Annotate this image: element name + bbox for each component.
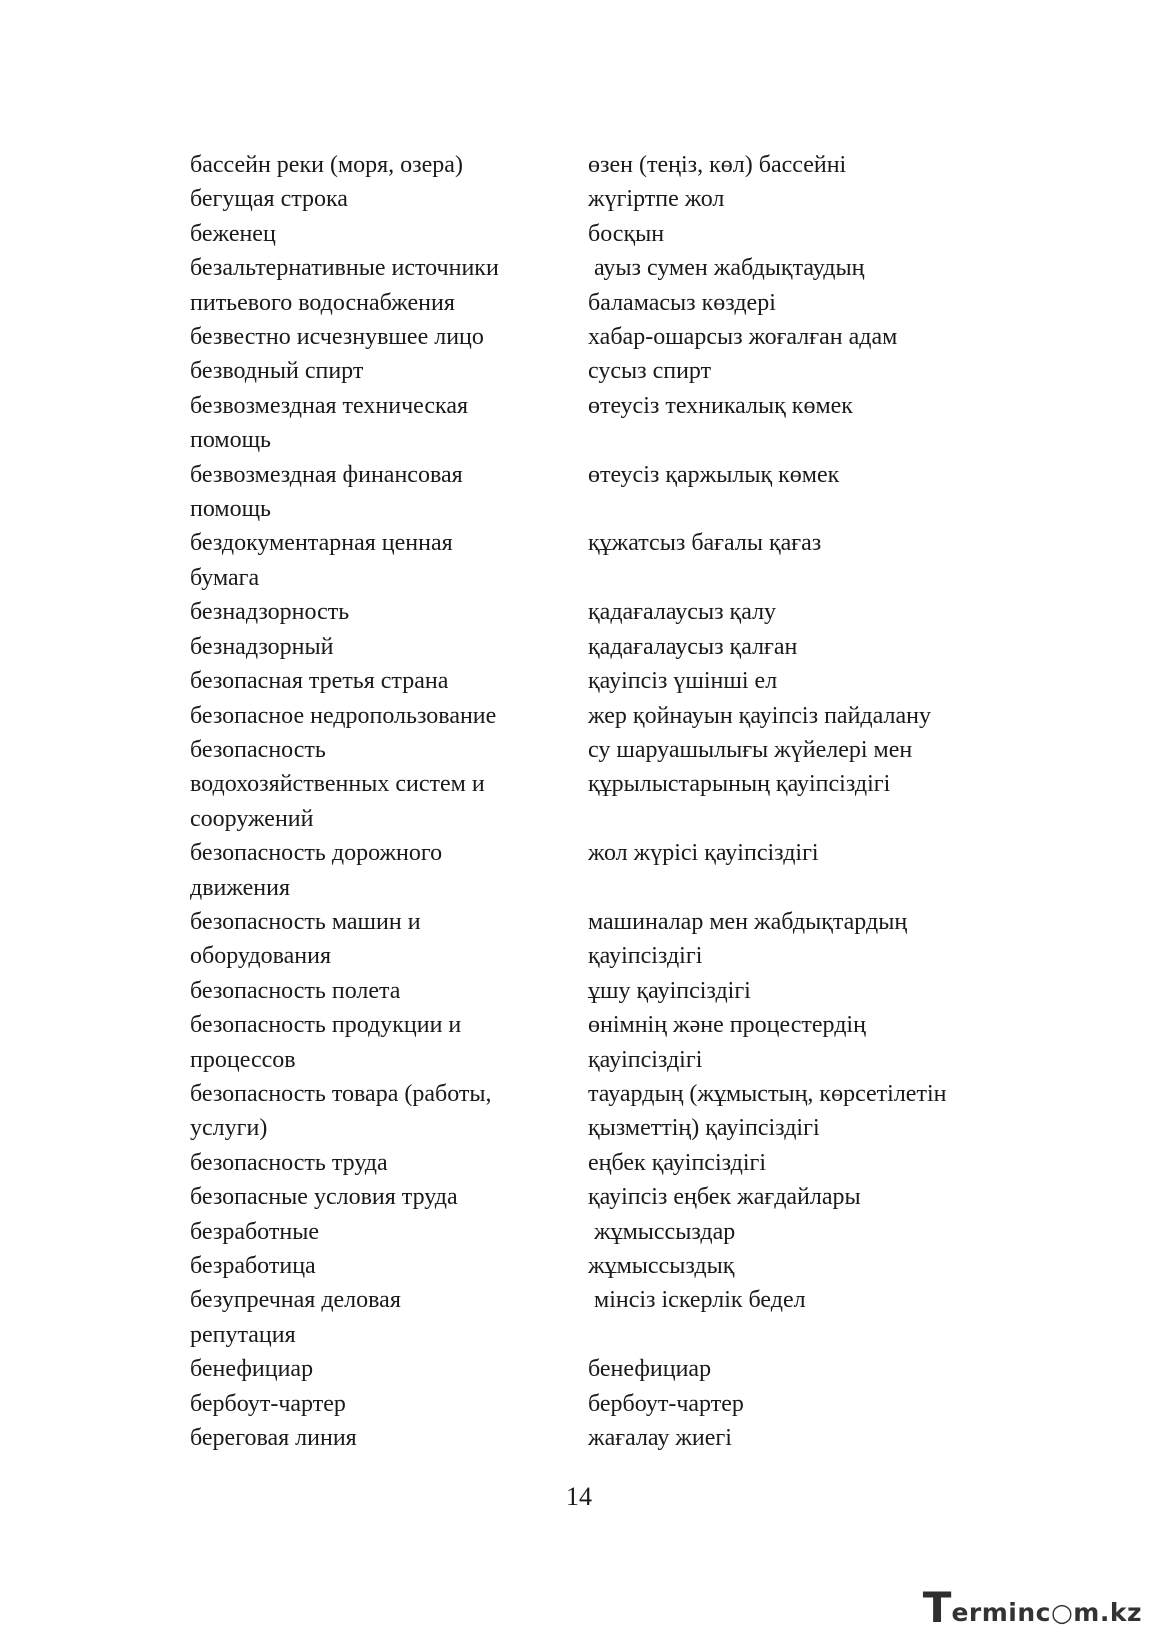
kazakh-term <box>588 664 1010 698</box>
russian-term-line: безработица <box>190 1253 316 1279</box>
russian-term-line: безводный спирт <box>190 358 364 385</box>
glossary-row <box>190 733 1010 836</box>
russian-term <box>190 320 588 354</box>
glossary-row <box>190 320 1010 354</box>
russian-term-line: питьевого водоснабжения <box>190 289 455 316</box>
kazakh-term-line: жол жүрісі қауіпсіздігі <box>588 840 819 867</box>
kazakh-term-line: өтеусіз қаржылық көмек <box>588 461 840 488</box>
kazakh-term-line: өтеусіз техникалық көмек <box>588 392 853 419</box>
russian-term <box>190 699 588 733</box>
russian-term <box>190 251 588 320</box>
kazakh-term <box>588 1421 1010 1455</box>
russian-term-line: процессов <box>190 1046 296 1073</box>
kazakh-term-line: қауіпсіздігі <box>588 1046 703 1073</box>
russian-term <box>190 664 588 698</box>
glossary-row <box>190 148 1010 182</box>
russian-term-line: бездокументарная ценная <box>190 530 453 557</box>
russian-term-line: безальтернативные источники <box>190 255 499 282</box>
russian-term-line: бассейн реки (моря, озера) <box>190 152 463 178</box>
russian-term-line: безопасность труда <box>190 1149 388 1176</box>
russian-term-line: движения <box>190 874 291 901</box>
russian-term-line: безнадзорный <box>190 633 334 660</box>
russian-term <box>190 354 588 388</box>
kazakh-term-line: жұмыссыздық <box>588 1253 735 1279</box>
glossary-row <box>190 526 1010 595</box>
kazakh-term <box>588 1077 1010 1146</box>
russian-term <box>190 217 588 251</box>
russian-term <box>190 1146 588 1180</box>
russian-term <box>190 389 588 458</box>
russian-term-line: бербоут-чартер <box>190 1390 346 1417</box>
glossary-row <box>190 974 1010 1008</box>
kazakh-term-line: қауіпсіз еңбек жағдайлары <box>588 1184 861 1211</box>
russian-term <box>190 974 588 1008</box>
glossary-row <box>190 1249 1010 1283</box>
glossary-row <box>190 1387 1010 1421</box>
russian-term-line: бумага <box>190 564 260 591</box>
glossary-row <box>190 1180 1010 1214</box>
kazakh-term <box>588 1146 1010 1180</box>
russian-term <box>190 1352 588 1386</box>
glossary-row <box>190 836 1010 905</box>
russian-term-line: помощь <box>190 496 271 523</box>
kazakh-term-line: жүгіртпе жол <box>588 186 725 213</box>
page-number: 14 <box>566 1482 592 1511</box>
russian-term-line: водохозяйственных систем и <box>190 771 485 798</box>
russian-term-line: оборудования <box>190 943 331 970</box>
kazakh-term-line: су шаруашылығы жүйелері мен <box>588 736 913 763</box>
glossary-row <box>190 630 1010 664</box>
kazakh-term <box>588 905 1010 974</box>
kazakh-term-line: қауіпсіздігі <box>588 943 703 970</box>
watermark-text: erminc○m.kz <box>951 1598 1142 1627</box>
kazakh-term-line: қадағалаусыз қалу <box>588 599 777 626</box>
glossary-row <box>190 1215 1010 1249</box>
kazakh-term-line: машиналар мен жабдықтардың <box>588 908 908 935</box>
kazakh-term <box>588 733 1010 836</box>
russian-term <box>190 1215 588 1249</box>
kazakh-term <box>588 836 1010 905</box>
kazakh-term <box>588 974 1010 1008</box>
russian-term <box>190 526 588 595</box>
kazakh-term <box>588 1387 1010 1421</box>
russian-term-line: безвозмездная финансовая <box>190 461 463 488</box>
russian-term-line: безопасность товара (работы, <box>190 1080 492 1107</box>
kazakh-term-line: қауіпсіз үшінші ел <box>588 668 778 695</box>
kazakh-term <box>588 354 1010 388</box>
glossary-row <box>190 182 1010 216</box>
russian-term-line: безработные <box>190 1218 319 1245</box>
russian-term <box>190 182 588 216</box>
russian-term-line: береговая линия <box>190 1425 357 1452</box>
russian-term <box>190 905 588 974</box>
russian-term <box>190 1387 588 1421</box>
terminkz-watermark <box>922 1583 1142 1632</box>
glossary-row <box>190 458 1010 527</box>
glossary-row <box>190 595 1010 629</box>
kazakh-term <box>588 595 1010 629</box>
kazakh-term <box>588 1249 1010 1283</box>
russian-term-line: безопасность <box>190 736 326 763</box>
russian-term <box>190 1283 588 1352</box>
glossary-row <box>190 905 1010 974</box>
glossary-row <box>190 1146 1010 1180</box>
russian-term <box>190 1077 588 1146</box>
russian-term-line: безопасность машин и <box>190 908 421 935</box>
kazakh-term-line: қызметтің) қауіпсіздігі <box>588 1115 820 1142</box>
russian-term-line: безопасное недропользование <box>190 702 497 729</box>
kazakh-term <box>588 699 1010 733</box>
russian-term-line: беженец <box>190 220 276 247</box>
kazakh-term-line: мінсіз іскерлік бедел <box>588 1287 806 1314</box>
russian-term-line: услуги) <box>190 1115 268 1142</box>
kazakh-term-line: құрылыстарының қауіпсіздігі <box>588 771 891 798</box>
russian-term <box>190 1008 588 1077</box>
glossary-entries <box>190 148 1010 1455</box>
kazakh-term-line: бенефициар <box>588 1356 712 1383</box>
russian-term <box>190 836 588 905</box>
kazakh-term-line: ұшу қауіпсіздігі <box>588 977 751 1004</box>
russian-term-line: безопасные условия труда <box>190 1184 458 1211</box>
kazakh-term-line: жағалау жиегі <box>588 1425 732 1452</box>
russian-term <box>190 1421 588 1455</box>
kazakh-term-line: бербоут-чартер <box>588 1390 744 1417</box>
russian-term-line: безопасность продукции и <box>190 1012 462 1039</box>
glossary-row <box>190 1352 1010 1386</box>
glossary-row <box>190 354 1010 388</box>
kazakh-term <box>588 630 1010 664</box>
glossary-row <box>190 664 1010 698</box>
russian-term <box>190 733 588 836</box>
kazakh-term-line: ауыз сумен жабдықтаудың <box>588 255 865 282</box>
watermark-initial: T <box>922 1583 952 1632</box>
glossary-row <box>190 251 1010 320</box>
russian-term-line: безупречная деловая <box>190 1287 401 1314</box>
kazakh-term <box>588 526 1010 595</box>
russian-term-line: безвестно исчезнувшее лицо <box>190 324 484 351</box>
kazakh-term <box>588 458 1010 527</box>
kazakh-term <box>588 251 1010 320</box>
glossary-row <box>190 1283 1010 1352</box>
kazakh-term <box>588 1180 1010 1214</box>
kazakh-term-line: жұмыссыздар <box>588 1218 736 1245</box>
russian-term <box>190 458 588 527</box>
kazakh-term <box>588 389 1010 458</box>
kazakh-term-line: жер қойнауын қауіпсіз пайдалану <box>588 702 931 729</box>
kazakh-term-line: сусыз спирт <box>588 358 712 385</box>
kazakh-term-line: өнімнің және процестердің <box>588 1012 866 1039</box>
glossary-row <box>190 1008 1010 1077</box>
kazakh-term <box>588 1215 1010 1249</box>
glossary-row <box>190 389 1010 458</box>
kazakh-term-line: тауардың (жұмыстың, көрсетілетін <box>588 1080 947 1107</box>
kazakh-term-line: баламасыз көздері <box>588 289 776 316</box>
kazakh-term <box>588 1008 1010 1077</box>
kazakh-term <box>588 182 1010 216</box>
kazakh-term-line: еңбек қауіпсіздігі <box>588 1149 767 1176</box>
russian-term-line: бенефициар <box>190 1356 314 1383</box>
kazakh-term <box>588 148 1010 182</box>
russian-term-line: безопасная третья страна <box>190 668 449 695</box>
glossary-row <box>190 1421 1010 1455</box>
russian-term-line: бегущая строка <box>190 186 348 213</box>
russian-term <box>190 1249 588 1283</box>
kazakh-term <box>588 320 1010 354</box>
russian-term <box>190 1180 588 1214</box>
kazakh-term-line: хабар-ошарсыз жоғалған адам <box>588 324 898 351</box>
glossary-row <box>190 1077 1010 1146</box>
kazakh-term <box>588 1283 1010 1352</box>
kazakh-term <box>588 1352 1010 1386</box>
kazakh-term-line: қадағалаусыз қалған <box>588 633 798 660</box>
russian-term-line: репутация <box>190 1321 296 1348</box>
russian-term <box>190 595 588 629</box>
kazakh-term-line: өзен (теңіз, көл) бассейні <box>588 152 847 178</box>
glossary-row <box>190 699 1010 733</box>
russian-term-line: безопасность дорожного <box>190 840 443 867</box>
russian-term-line: безвозмездная техническая <box>190 392 469 419</box>
russian-term-line: безопасность полета <box>190 977 401 1004</box>
glossary-row <box>190 217 1010 251</box>
russian-term-line: помощь <box>190 427 271 454</box>
kazakh-term <box>588 217 1010 251</box>
kazakh-term-line: құжатсыз бағалы қағаз <box>588 530 822 557</box>
russian-term-line: безнадзорность <box>190 599 350 626</box>
russian-term <box>190 148 588 182</box>
kazakh-term-line: босқын <box>588 220 665 247</box>
russian-term <box>190 630 588 664</box>
russian-term-line: сооружений <box>190 805 314 832</box>
